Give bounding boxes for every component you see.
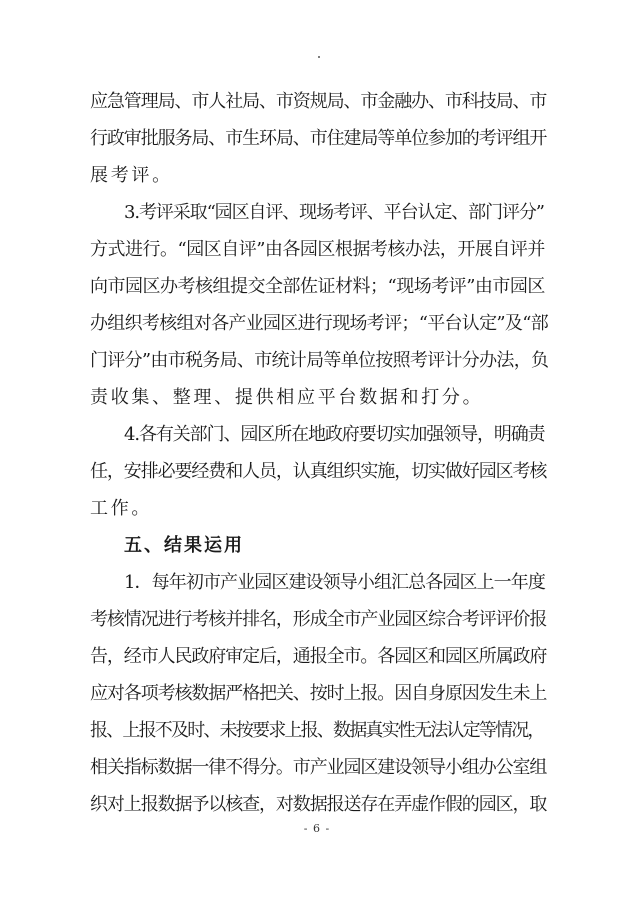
text-line: 相关指标数据一律不得分。市产业园区建设领导小组办公室组 (90, 757, 547, 778)
text-line: 向市园区办考核组提交全部佐证材料；“现场考评”由市园区 (90, 276, 545, 297)
text-line: 任，安排必要经费和人员，认真组织实施，切实做好园区考核 (90, 461, 547, 482)
text-line: 行政审批服务局、市生环局、市住建局等单位参加的考评组开 (90, 128, 547, 149)
text-line: 3.考评采取“园区自评、现场考评、平台认定、部门评分” (124, 202, 544, 223)
text-line: 应对各项考核数据严格把关、按时上报。因自身原因发生未上 (90, 683, 547, 704)
text-line: 工作。 (90, 498, 153, 519)
text-line: 考核情况进行考核并排名，形成全市产业园区综合考评评价报 (90, 609, 547, 630)
text-line: 4.各有关部门、园区所在地政府要切实加强领导，明确责 (124, 424, 545, 445)
section-heading: 五、结果运用 (124, 535, 244, 556)
page-number: - 6 - (303, 822, 331, 835)
text-line: 报、上报不及时、未按要求上报、数据真实性无法认定等情况， (90, 720, 544, 741)
scan-speck (318, 56, 320, 58)
text-line: 责收集、整理、提供相应平台数据和打分。 (90, 387, 484, 408)
text-line: 应急管理局、市人社局、市资规局、市金融办、市科技局、市 (90, 91, 547, 112)
text-line: 织对上报数据予以核查，对数据报送存在弄虚作假的园区，取 (90, 794, 547, 815)
text-line: 方式进行。“园区自评”由各园区根据考核办法，开展自评并 (90, 239, 545, 260)
text-line: 办组织考核组对各产业园区进行现场考评；“平台认定”及“部 (90, 313, 549, 334)
text-line: 门评分”由市税务局、市统计局等单位按照考评计分办法，负 (90, 350, 549, 371)
text-line: 1．每年初市产业园区建设领导小组汇总各园区上一年度 (124, 572, 545, 593)
text-line: 告，经市人民政府审定后，通报全市。各园区和园区所属政府 (90, 646, 547, 667)
text-line: 展考评。 (90, 165, 173, 186)
